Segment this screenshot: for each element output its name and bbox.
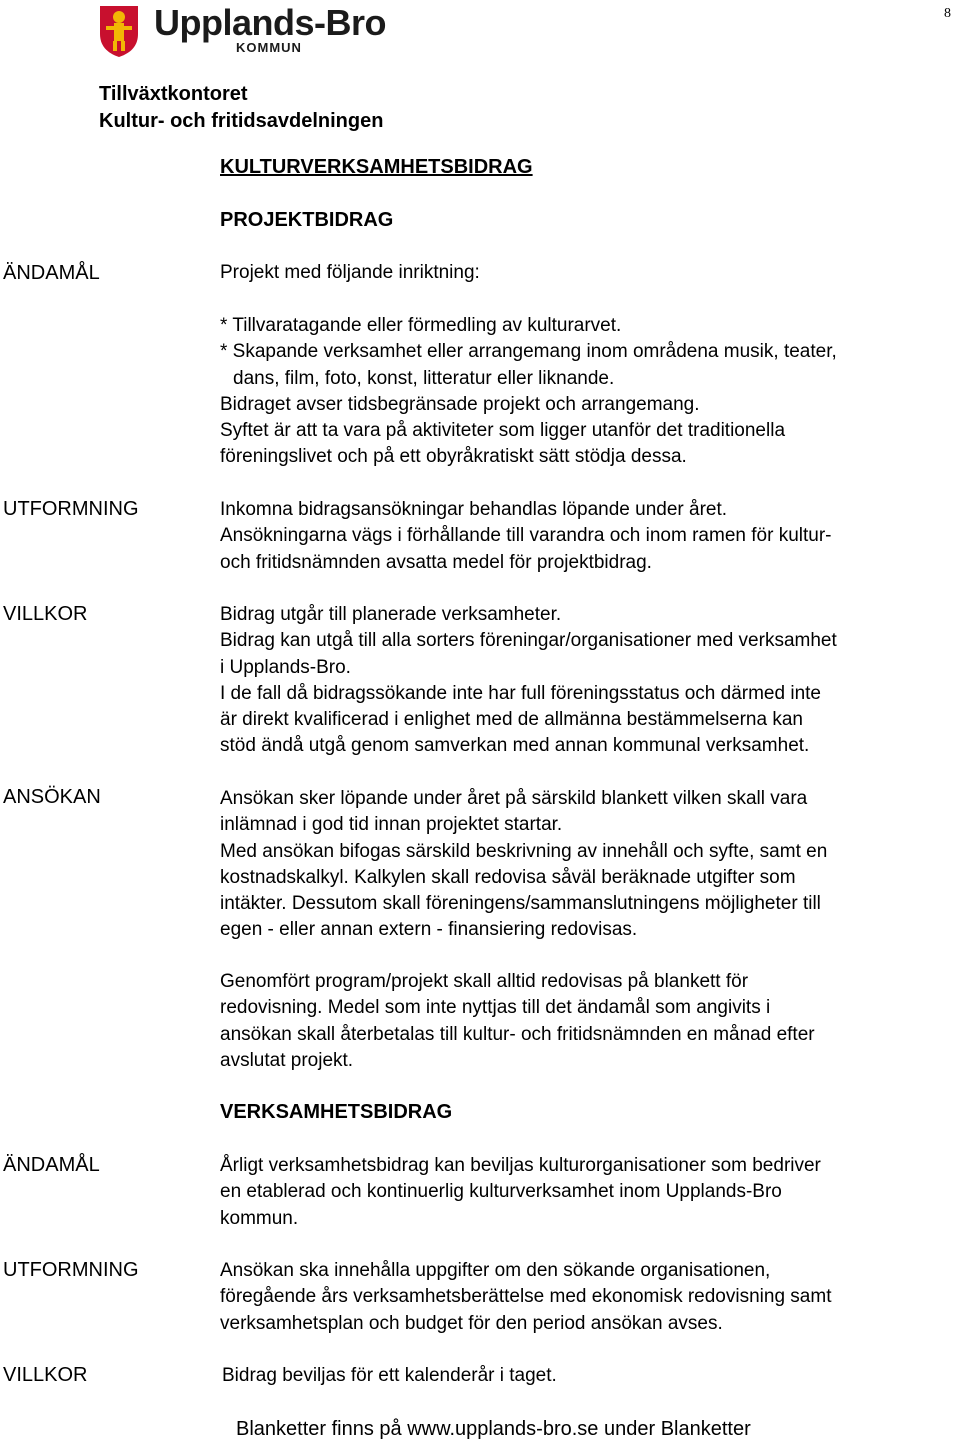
andamal-intro: Projekt med följande inriktning: (220, 262, 480, 283)
text-line: redovisning. Medel som inte nyttjas till det ändamål som angivits i (220, 997, 771, 1019)
document-title: KULTURVERKSAMHETSBIDRAG (220, 156, 533, 178)
text-line: inlämnad i god tid innan projektet startar. (220, 814, 563, 836)
ansokan-text (220, 786, 960, 944)
text-line: Genomfört program/projekt skall alltid redovisas på blankett för (220, 971, 749, 992)
text-line: * Tillvaratagande eller förmedling av kulturarvet. (220, 315, 622, 336)
text-line: Ansökningarna vägs i förhållande till varandra och inom ramen för kultur- (220, 525, 832, 547)
text-line: Bidraget avser tidsbegränsade projekt och arrangemang. (220, 393, 700, 415)
text-line: Med ansökan bifogas särskild beskrivning av innehåll och syfte, samt en (220, 840, 828, 862)
text-line: * Skapande verksamhet eller arrangemang inom områdena musik, teater, (220, 341, 837, 363)
label-ansokan: ANSÖKAN (3, 786, 101, 808)
label-villkor: VILLKOR (3, 603, 88, 625)
coat-of-arms-icon (98, 4, 140, 58)
logo-name: Upplands-Bro (154, 2, 386, 43)
label-andamal: ÄNDAMÅL (3, 1154, 100, 1176)
label-andamal: ÄNDAMÅL (3, 262, 100, 284)
text-line: kostnadskalkyl. Kalkylen skall redovisa såväl beräknade utgifter som (220, 866, 796, 888)
text-line: föregående års verksamhetsberättelse med ekonomisk redovisning samt (220, 1286, 832, 1308)
section-heading-verksamhetsbidrag: VERKSAMHETSBIDRAG (220, 1101, 453, 1123)
text-line: en etablerad och kontinuerlig kulturverksamhet inom Upplands-Bro (220, 1181, 782, 1203)
text-line: är direkt kvalificerad i enlighet med de allmänna bestämmelserna kan (220, 709, 803, 731)
text-line: föreningslivet och på ett obyråkratiskt sätt stödja dessa. (220, 446, 687, 468)
text-line: Inkomna bidragsansökningar behandlas löpande under året. (220, 499, 728, 520)
text-line: stöd ändå utgå genom samverkan med annan kommunal verksamhet. (220, 735, 810, 757)
text-line: i Upplands-Bro. (220, 656, 351, 678)
org-department: Kultur- och fritidsavdelningen (99, 110, 384, 132)
label-villkor: VILLKOR (3, 1364, 88, 1386)
text-line: intäkter. Dessutom skall föreningens/sammanslutningens möjligheter till (220, 893, 821, 915)
text-line: kommun. (220, 1207, 299, 1229)
text-line: Bidrag beviljas för ett kalenderår i taget. (222, 1365, 557, 1386)
municipality-logo (98, 2, 408, 58)
text-line: egen - eller annan extern - finansiering redovisas. (220, 919, 638, 941)
vb-villkor-text (222, 1363, 960, 1389)
text-line: dans, film, foto, konst, litteratur eller liknande. (233, 367, 615, 389)
text-line: avslutat projekt. (220, 1049, 354, 1071)
villkor-text (220, 602, 960, 760)
redovisning-text (220, 969, 960, 1074)
text-line: I de fall då bidragssökande inte har full föreningsstatus och därmed inte (220, 682, 821, 704)
page-number: 8 (944, 6, 951, 21)
andamal-text (220, 313, 960, 471)
text-line: Syftet är att ta vara på aktiviteter som ligger utanför det traditionella (220, 420, 786, 442)
label-utformning: UTFORMNING (3, 498, 139, 520)
text-line: ansökan skall återbetalas till kultur- och fritidsnämnden en månad efter (220, 1023, 815, 1045)
logo-subtitle: KOMMUN (236, 40, 302, 55)
text-line: Ansökan sker löpande under året på särskild blankett vilken skall vara (220, 788, 808, 809)
text-line: Årligt verksamhetsbidrag kan beviljas kulturorganisationer som bedriver (220, 1155, 821, 1176)
text-line: Bidrag utgår till planerade verksamheter. (220, 604, 562, 625)
vb-utformning-text (220, 1258, 960, 1337)
section-heading-projektbidrag: PROJEKTBIDRAG (220, 209, 394, 231)
text-line: verksamhetsplan och budget för den period ansökan avses. (220, 1312, 723, 1334)
text-line: Ansökan ska innehålla uppgifter om den sökande organisationen, (220, 1260, 771, 1281)
text-line: Bidrag kan utgå till alla sorters föreningar/organisationer med verksamhet (220, 630, 837, 652)
label-utformning: UTFORMNING (3, 1259, 139, 1281)
footer-note: Blanketter finns på www.upplands-bro.se under Blanketter (236, 1418, 751, 1440)
vb-andamal-text (220, 1153, 960, 1232)
utformning-text (220, 497, 960, 576)
org-unit: Tillväxtkontoret (99, 83, 248, 105)
text-line: och fritidsnämnden avsatta medel för projektbidrag. (220, 551, 652, 573)
